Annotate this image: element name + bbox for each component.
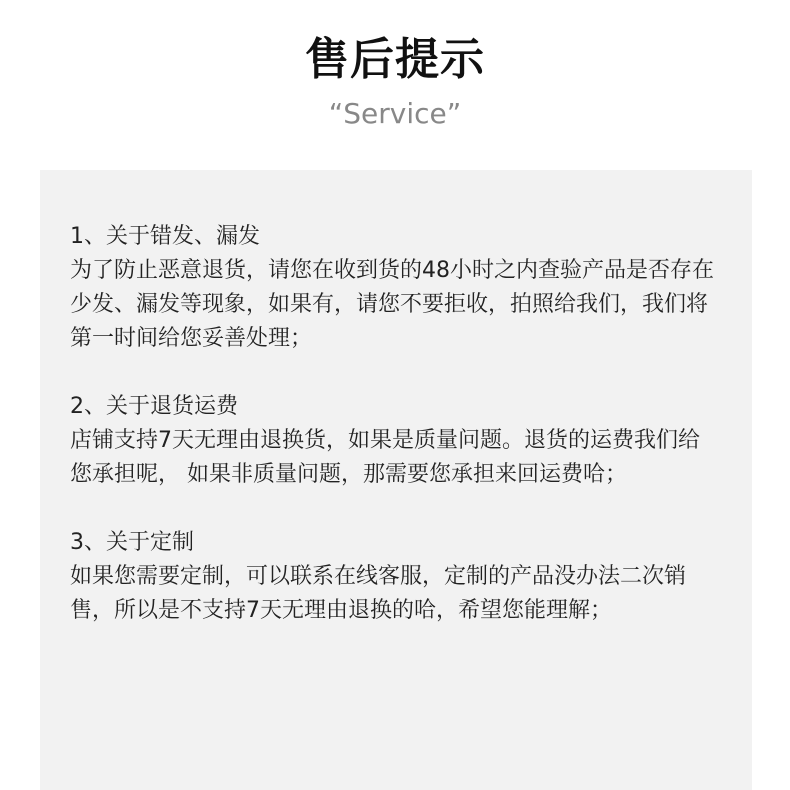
notice-section-wrong-or-missing (70, 220, 720, 356)
section-body: 店铺支持7天无理由退换货，如果是质量问题。退货的运费我们给您承担呢， 如果非质量问题，那需要您承担来回运费哈； (70, 428, 700, 487)
page-title: 售后提示 (305, 34, 485, 85)
notice-section-customization (70, 526, 720, 628)
notice-section-return-shipping (70, 390, 720, 492)
notice-content (70, 220, 720, 662)
section-heading: 1、关于错发、漏发 (70, 224, 260, 249)
section-body: 如果您需要定制，可以联系在线客服，定制的产品没办法二次销售，所以是不支持7天无理由退换的哈，希望您能理解； (70, 564, 687, 623)
page-subtitle: “Service” (328, 97, 462, 130)
section-heading: 3、关于定制 (70, 530, 194, 555)
section-body: 为了防止恶意退货，请您在收到货的48小时之内查验产品是否存在少发、漏发等现象，如果有，请您不要拒收，拍照给我们，我们将第一时间给您妥善处理； (70, 258, 714, 351)
notice-panel (40, 170, 752, 790)
section-heading: 2、关于退货运费 (70, 394, 238, 419)
